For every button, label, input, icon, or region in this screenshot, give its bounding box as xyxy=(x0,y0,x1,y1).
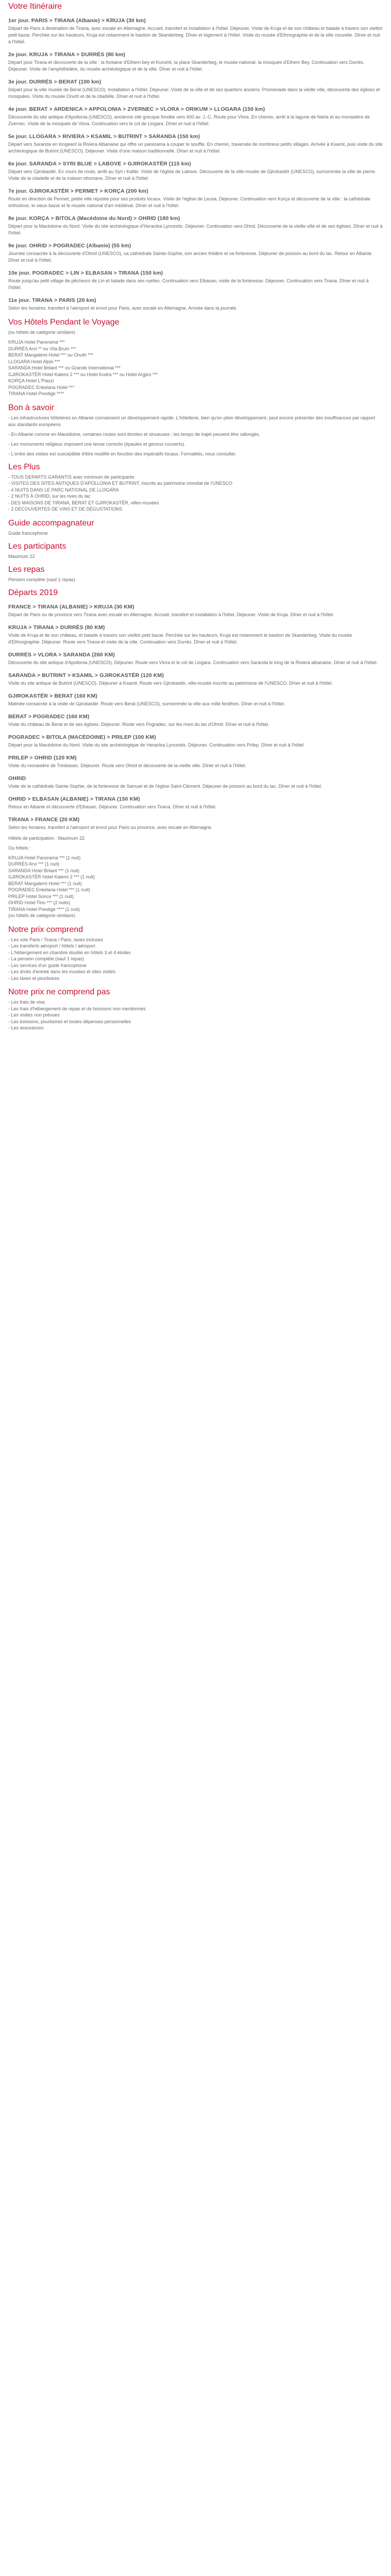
day-text: Départ pour la ville musée de Berat (UNESCO). Installation à l'hôtel. Déjeuner. Visite de la ville et de ses quartiers anciens. Promenade dans la vieille ville, découverte des églises et mosquées. Visite du musée Onufri et de la citadelle. Dîner et nuit à l'hôtel. xyxy=(8,87,380,99)
plus-item: - VISITES DES SITES ANTIQUES D'APOLLONIA ET BUTRINT, inscrits au patrimoine mondial de l'UNESCO xyxy=(8,481,233,486)
day-block xyxy=(8,796,383,810)
meals-section xyxy=(8,563,383,583)
day-block xyxy=(8,106,383,127)
day-title: 3e jour. DURRÈS > BERAT (100 km) xyxy=(8,79,102,85)
day-text: Selon les horaires, transfert à l'aéroport et envol pour Paris ou province, avec escale en Allemagne. xyxy=(8,824,213,830)
day-block xyxy=(8,624,383,646)
excludes-item: - Les visites non prévues xyxy=(8,1012,60,1018)
day-title: 5e jour. LLOGARA > RIVIERA > KSAMIL > BUTRINT > SARANDA (150 km) xyxy=(8,133,200,140)
day-title: 9e jour. OHRID > POGRADEC (Albanie) (55 km) xyxy=(8,243,131,249)
excludes-item: - Les frais d'hébergement de repas et de boissons non mentionnés xyxy=(8,1006,146,1011)
day-block xyxy=(8,18,383,45)
excludes-item: - Les frais de visa xyxy=(8,999,45,1005)
departure-hotel-list xyxy=(8,855,383,919)
day-text: Visite du site antique de Butrint (UNESCO). Déjeuner à Ksamil. Route vers Gjirokastër, ville-musée inscrite au patrimoine de l'UNESCO. Dîner et nuit à l'hôtel. xyxy=(8,680,333,686)
participants-section xyxy=(8,540,383,560)
day-text: Départ pour la Macédoine du Nord. Visite du site archéologique de Heraclea Lyncestis. Déjeuner. Continuation vers Prilep. Dîner et nuit à l'hôtel. xyxy=(8,742,305,748)
plus-item: - 4 NUITS DANS LE PARC NATIONAL DE LLOGARA xyxy=(8,487,119,493)
day-title: 7e jour. GJIROKASTËR > PERMET > KORÇA (200 km) xyxy=(8,188,149,194)
hotels-title: Vos Hôtels Pendant le Voyage xyxy=(8,318,120,327)
plus-item: - 2 NUITS À OHRID, sur les rives du lac xyxy=(8,494,91,499)
day-text: Départ pour Tirana et découverte de la ville : la fontaine d'Ethem-bey et Kunshit, la place Skanderbeg, le musée national, la mosquée d'Ethem Bey. Continuation vers Durrès. Déjeuner. Visite de l'amphithéâtre, du musée archéologique et de la ville. Dîner et nuit à l'hôtel. xyxy=(8,60,365,72)
day-title: 10e jour. POGRADEC > LIN > ELBASAN > TIRANA (150 km) xyxy=(8,270,163,276)
includes-item: - Les taxes et pourboires xyxy=(8,975,60,981)
day-text: Matinée consacrée à la visite de Gjirokastër. Route vers Berat (UNESCO), surnommée la ville aux mille fenêtres. Dîner et nuit à l'hôtel. xyxy=(8,701,285,706)
departure-hotel-item: BERAT Mangalemi Hotel *** (1 nuit) xyxy=(8,880,82,886)
day-title: 1er jour. PARIS > TIRANA (Albanie) > KRUJA (30 km) xyxy=(8,18,146,24)
hotel-list xyxy=(8,339,383,397)
hotel-item: BERAT Mangalemi Hotel *** ou Onufri *** xyxy=(8,352,93,358)
day-title: FRANCE > TIRANA (ALBANIE) > KRUJA (30 KM) xyxy=(8,603,135,610)
day-text: Visite du monastère de Treskavec. Déjeuner. Route vers Ohrid et découverte de la vieille ville. Dîner et nuit à l'hôtel. xyxy=(8,762,247,768)
day-block xyxy=(8,52,383,73)
departure-hotel-item: DURRÈS Arvi *** (1 nuit) xyxy=(8,861,60,867)
day-block xyxy=(8,714,383,728)
day-text: Départ de Paris à destination de Tirana, avec escale en Allemagne. Accueil, transfert et installation à l'hôtel. Déjeuner. Visite de Kruja et de son château et balade à travers son vieillot petit bazar. Perchée sur les hauteurs, Kruja est notamment le bastion de Skanderbeg. Dîner et logement à l'hôtel. Visite du musée d'Ethnographie et de la ville nouvelle. Dîner et nuit à l'hôtel. xyxy=(8,26,382,44)
hotel-item: DURRÈS Arvi ** ou Vila Bruin *** xyxy=(8,346,76,351)
departure-hotel-item: OHRID Hotel Tino *** (2 nuits) xyxy=(8,900,71,905)
day-title: PRILEP > OHRID (120 KM) xyxy=(8,754,77,761)
includes-item: - Les droits d'entrée dans les musées et sites visités xyxy=(8,969,116,974)
meals-text: Pension complète (sauf 1 repas) xyxy=(8,577,75,582)
plus-item: - DES MAISONS DE TIRANA, BERAT ET GJIROKASTËR, villes-musées xyxy=(8,500,159,505)
day-text: Départ de Paris ou de province vers Tirana avec escale en Allemagne. Accueil, transfert et installation à l'hôtel. Déjeuner. Visite de Kruja. Dîner et nuit à l'hôtel. xyxy=(8,612,334,617)
departure-hotel-item: GJIROKASTËR Hotel Kalemi 2 *** (1 nuit) xyxy=(8,874,95,879)
includes-title: Notre prix comprend xyxy=(8,925,83,934)
day-title: POGRADEC > BITOLA (MACÉDOINE) > PRILEP (100 KM) xyxy=(8,734,156,740)
hotel-item: LLOGARA Hotel Alpin *** xyxy=(8,359,60,364)
includes-section xyxy=(8,923,383,982)
day-block xyxy=(8,79,383,100)
hotel-item: KORÇA Hotel L'Piazzi xyxy=(8,378,54,383)
day-title: TIRANA > FRANCE (20 KM) xyxy=(8,816,80,823)
hotels-subtitle: (ou hôtels de catégorie similaire) xyxy=(8,330,76,335)
excludes-list xyxy=(8,999,383,1031)
includes-item: - La pension complète (sauf 1 repas) xyxy=(8,956,84,961)
day-text: Selon les horaires, transfert à l'aéroport et envol pour Paris, avec escale en Allemagne. Arrivée dans la journée. xyxy=(8,306,237,311)
day-text: Route jusqu'au petit village de pêcheurs de Lin et balade dans ses ruelles. Continuation vers Elbasan, visite de la forteresse. Déjeuner. Continuation vers Tirana. Dîner et nuit à l'hôtel. xyxy=(8,278,369,290)
participants-text: Maximum 22 xyxy=(8,553,35,559)
day-title: OHRID > ELBASAN (ALBANIE) > TIRANA (150 KM) xyxy=(8,795,140,802)
page xyxy=(0,0,391,1031)
good-text-1: - Les infrastructures hôtelières en Albanie connaissent un développement rapide. L'hôtellerie, bien qu'en plein développement, peut encore présenter des insuffisances par rapport aux standards européens. xyxy=(8,415,376,427)
day-block xyxy=(8,243,383,264)
participants-title: Les participants xyxy=(8,541,67,551)
day-title: 4e jour. BERAT > ARDENICA > APPOLONIA > ZVERNEC > VLORA > ORIKUM > LLOGARA (150 km) xyxy=(8,106,265,112)
guide-text: Guide francophone xyxy=(8,530,48,536)
day-title: OHRID xyxy=(8,775,26,782)
day-title: SARANDA > BUTRINT > KSAMIL > GJIROKASTËR (120 KM) xyxy=(8,672,164,679)
departure-hotel-item: PRILEP Hotel Sonce *** (1 nuit) xyxy=(8,893,74,899)
plus-item: - 2 DÉCOUVERTES DE VINS ET DE DÉGUSTATIONS xyxy=(8,506,122,512)
plus-title: Les Plus xyxy=(8,462,40,471)
day-block xyxy=(8,161,383,182)
day-block xyxy=(8,672,383,687)
good-text-2: - En Albanie comme en Macédoine, certaines routes sont étroites et sinueuses ; les temps de trajet peuvent être rallongés. xyxy=(8,431,260,437)
day-title: 11e jour. TIRANA > PARIS (20 km) xyxy=(8,297,96,303)
includes-item: - Les vols Paris / Tirana / Paris, taxes incluses xyxy=(8,937,103,942)
day-text: Route en direction de Permet, petite ville réputée pour ses produits locaux. Visite de l'église de Leusa. Déjeuner. Continuation vers Korça et découverte de la ville : la cathédrale orthodoxe, le vieux bazar et le musée national d'art médiéval. Dîner et nuit à l'hôtel. xyxy=(8,196,370,208)
day-text: Départ vers Saranda en longeant la Riviera Albanaise qui offre un panorama à couper le souffle. En chemin, traversée de nombreux petits villages. Arrivée à Ksamil, puis visite du site archéologique de Butrint (UNESCO). Déjeuner. Visite d'une maison traditionnelle. Dîner et nuit à l'hôtel. xyxy=(8,142,383,154)
meals-title: Les repas xyxy=(8,565,45,574)
day-title: DURRÈS > VLORA > SARANDA (260 KM) xyxy=(8,651,115,658)
day-block xyxy=(8,297,383,312)
hotels-section xyxy=(8,316,383,397)
departure-days xyxy=(8,604,383,831)
departures-section xyxy=(8,586,383,919)
departure-hotels-sub: Ou hôtels : xyxy=(8,845,31,851)
itinerary-title: Votre Itinéraire xyxy=(8,2,62,11)
plus-section xyxy=(8,461,383,513)
day-text: Visite de la cathédrale Sainte-Sophie, de la forteresse de Samuel et de l'église Saint-Clément. Déjeuner de poisson au bord du lac. Dîner et nuit à l'hôtel. xyxy=(8,783,322,789)
departure-hotel-item: KRUJA Hotel Panorama *** (1 nuit) xyxy=(8,855,81,860)
day-title: 8e jour. KORÇA > BITOLA (Macédoine du Nord) > OHRID (180 km) xyxy=(8,215,180,222)
day-text: Départ pour la Macédoine du Nord. Visite du site archéologique d'Heraclea Lyncestis. Déjeuner. Continuation vers Ohrid. Découverte de la vieille ville et de ses églises. Dîner et nuit à l'hôtel. xyxy=(8,224,383,235)
excludes-title: Notre prix ne comprend pas xyxy=(8,988,110,996)
day-block xyxy=(8,693,383,707)
day-block xyxy=(8,775,383,790)
day-block xyxy=(8,734,383,749)
includes-item: - Les services d'un guide francophone xyxy=(8,962,87,968)
hotel-item: GJIROKASTËR Hotel Kalemi 2 *** ou Hotel Kodra *** ou Hotel Argjiro *** xyxy=(8,371,158,377)
day-text: Visite du château de Berat et de ses églises. Déjeuner. Route vers Pogradec, sur les rives du lac d'Ohrid. Dîner et nuit à l'hôtel. xyxy=(8,721,270,727)
departure-hotel-item: TIRANA Hotel Prestige **** (1 nuit) xyxy=(8,906,80,912)
excludes-section xyxy=(8,986,383,1031)
day-title: GJIROKASTËR > BERAT (160 KM) xyxy=(8,692,97,699)
departure-hotel-item: (ou hôtels de catégorie similaire) xyxy=(8,913,76,918)
plus-item: - TOUS DEPARTS GARANTIS avec minimum de participants xyxy=(8,474,135,480)
hotel-item: KRUJA Hotel Panorama *** xyxy=(8,340,65,345)
itinerary-days xyxy=(8,18,383,312)
day-title: 6e jour. SARANDA > SYRI BLUE > LABOVE > GJIROKASTËR (115 km) xyxy=(8,161,191,167)
includes-item: - Les transferts aéroport / hôtels / aéroport xyxy=(8,943,95,948)
day-block xyxy=(8,755,383,769)
departure-hotel-item: POGRADEC Enkelana Hotel *** (1 nuit) xyxy=(8,887,90,892)
includes-item: - L'hébergement en chambre double en hôtels 3 et 4 étoiles xyxy=(8,950,131,955)
day-block xyxy=(8,652,383,666)
day-title: KRUJA > TIRANA > DURRÈS (80 KM) xyxy=(8,624,105,631)
good-text-4: - L'ordre des visites est susceptible d'être modifié en fonction des impératifs locaux. Formalités, nous consulter. xyxy=(8,451,237,456)
plus-list xyxy=(8,474,383,513)
includes-list xyxy=(8,937,383,982)
hotel-item: SARANDA Hotel Brilant *** ou Grande International *** xyxy=(8,365,121,370)
departure-hotels-title: Hôtels de participation : Maximum 22 xyxy=(8,835,85,841)
day-text: Découverte du site antique d'Apollonia (UNESCO). Déjeuner. Route vers Vlora et le col de Llogara. Continuation vers Saranda le long de la Riviera albanaise. Dîner et nuit à l'hôtel. xyxy=(8,659,378,665)
day-title: 2e jour. KRUJA > TIRANA > DURRÈS (80 km) xyxy=(8,52,125,58)
good-text-3: - Les monuments religieux imposent une tenue correcte (épaules et genoux couverts). xyxy=(8,441,186,447)
hotel-item: TIRANA Hotel Prestige **** xyxy=(8,391,64,396)
day-text: Retour en Albanie et découverte d'Elbasan. Déjeuner. Continuation vers Tirana. Dîner et nuit à l'hôtel. xyxy=(8,804,217,809)
good-title: Bon à savoir xyxy=(8,403,54,412)
day-block xyxy=(8,270,383,291)
day-block xyxy=(8,215,383,236)
day-text: Journée consacrée à la découverte d'Ohrid (UNESCO), sa cathédrale Sainte-Sophie, son ancien théâtre et sa forteresse. Déjeuner de poisson au bord du lac. Retour en Albanie. Dîner et nuit à l'hôtel. xyxy=(8,251,373,263)
day-block xyxy=(8,604,383,618)
itinerary-section xyxy=(8,0,383,312)
day-text: Découverte du site antique d'Apollonia (UNESCO), ancienne cité grecque fondée vers 600 av. J.-C. Route pour Vlora. En chemin, arrêt à la lagune de Narta et au monastère de Zvernec. Visite de la mosquée de Vlora. Continuation vers le col de Llogara. Dîner et nuit à l'hôtel. xyxy=(8,114,370,126)
day-text: Départ vers Gjirokastër. En cours de route, arrêt au Syri i Kaltër. Visite de l'église de Labove. Découverte de la ville-musée de Gjirokastër (UNESCO), surnommée la ville de pierre. Visite de la citadelle et de la maison ottomane. Dîner et nuit à l'hôtel. xyxy=(8,169,376,181)
excludes-item: - Les assurances xyxy=(8,1025,44,1030)
day-title: BERAT > POGRADEC (160 KM) xyxy=(8,713,90,720)
day-block xyxy=(8,817,383,831)
good-to-know-section xyxy=(8,401,383,457)
day-text: Visite de Kruja et de son château, et balade à travers son vieillot petit bazar. Perchée sur les hauteurs, Kruja est notamment le bastion de Skanderbeg. Visite du musée d'Ethnographie. Déjeuner. Route vers Tirana et visite de la ville. Continuation vers Durrès. Dîner et nuit à l'hôtel. xyxy=(8,632,352,645)
day-block xyxy=(8,188,383,209)
excludes-item: - Les boissons, pourboires et toutes dépenses personnelles xyxy=(8,1019,131,1024)
day-block xyxy=(8,133,383,155)
guide-title: Guide accompagnateur xyxy=(8,518,94,528)
departures-title: Départs 2019 xyxy=(8,588,58,597)
departure-hotel-item: SARANDA Hotel Brilant *** (1 nuit) xyxy=(8,868,80,873)
hotel-item: POGRADEC Enkelana Hotel *** xyxy=(8,384,75,390)
guide-section xyxy=(8,517,383,537)
